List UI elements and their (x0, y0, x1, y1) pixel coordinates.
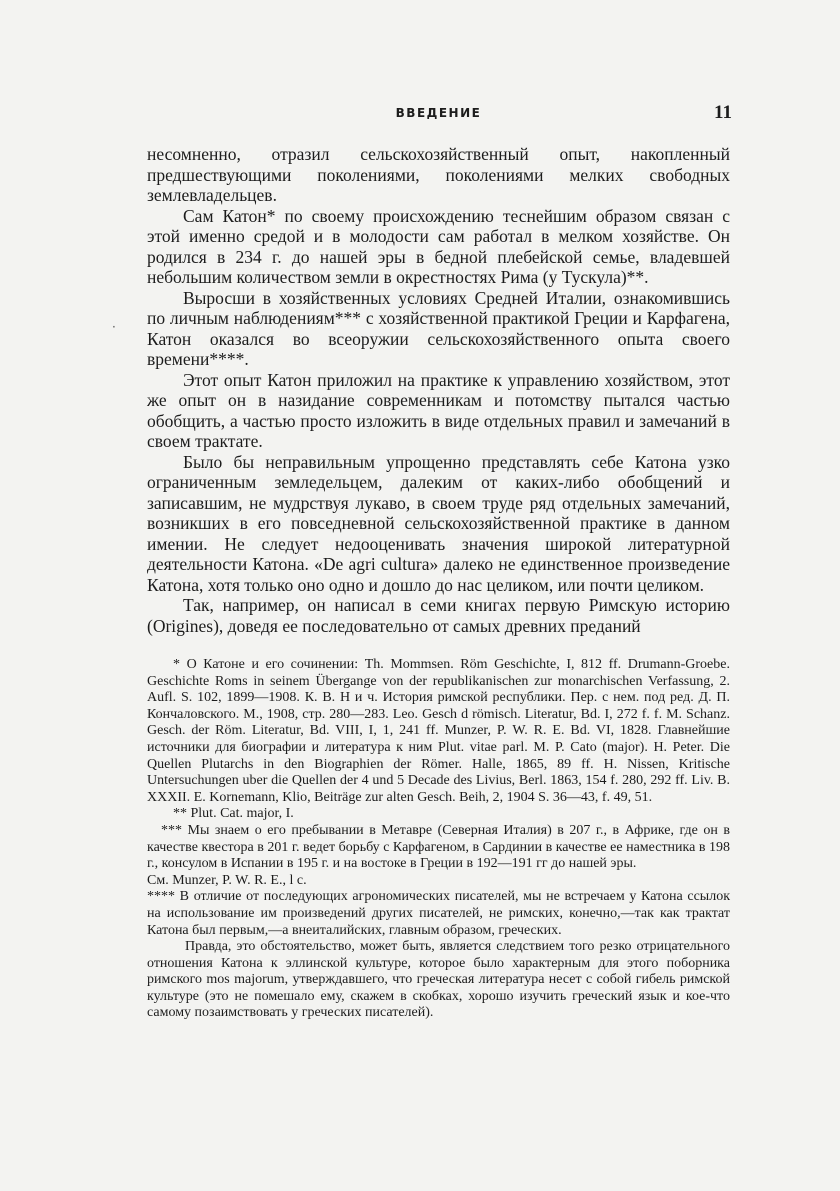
paragraph: Выросши в хозяйственных условиях Средней Италии, ознакомившись по личным наблюдениям*** с хозяйственной практикой Греции и Карфагена, Катон оказался во всеоружии сельскохозяйственного опыта своего времени****. (147, 287, 730, 369)
footnote: См. Munzer, P. W. R. E., l c. (147, 872, 307, 888)
paragraph: Сам Катон* по своему происхождению теснейшим образом связан с этой именно средой и в молодости сам работал в мелком хозяйстве. Он родился в 234 г. до нашей эры в бедной плебейской семье, владевшей небольшим количеством земли в окрестностях Рима (у Тускула)**. (147, 205, 730, 287)
paragraph: Было бы неправильным упрощенно представлять себе Катона узко ограниченным земледельцем, далеким от каких-либо обобщений и записавшим, не мудрствуя лукаво, в своем труде ряд отдельных замечаний, возникших в его повседневной сельскохозяйственной практике в данном имении. Не следует недооценивать значения широкой литературной деятельности Катона. «De agri cultura» далеко не единственное произведение Катона, хотя только оно одно и дошло до нас целиком, или почти целиком. (147, 451, 730, 595)
footnote: ** Plut. Cat. major, I. (173, 806, 294, 822)
footnotes (147, 657, 730, 1022)
footnote: * О Катоне и его сочинении: Th. Mommsen. Röm Geschichte, I, 812 ff. Drumann-Groebe. Geschichte Roms in seinem Übergange von der republikanischen zur monarchischen Verfassung, 2. Aufl. S. 102, 1899—1908. К. В. Н и ч. История римской республики. Пер. с нем. под ред. Д. П. Кончаловского. М., 1908, стр. 280—283. Leo. Gesch d römisch. Literatur, Bd. I, 272 f. f. M. Schanz. Gesch. der Röm. Literatur, Bd. VIII, I, 1, 241 ff. Munzer, P. W. R. E. Bd. VI, 1828. Главнейшие источники для биографии и литература к ним Plut. vitae parl. M. P. Cato (major). H. Peter. Die Quellen Plutarchs in den Biographien der Römer. Halle, 1865, 89 ff. H. Nissen, Kritische Untersuchungen uber die Quellen der 4 und 5 Decade des Livius, Berl. 1863, 154 f. 280, 292 ff. Liv. B. XXXII. E. Kornemann, Klio, Beiträge zur alten Gesch. Beih, 2, 1904 S. 36—43, f. 49, 51. (147, 657, 730, 805)
margin-mark: · (112, 320, 116, 334)
chapter-title: ВВЕДЕНИЕ (395, 106, 482, 120)
paragraph: несомненно, отразил сельскохозяйственный опыт, накопленный предшествующими поколениями, поколениями мелких свободных землевладельцев. (147, 144, 730, 205)
page-number: 11 (714, 102, 732, 123)
main-text (147, 144, 730, 636)
running-header (147, 104, 730, 128)
paragraph: Этот опыт Катон приложил на практике к управлению хозяйством, этот же опыт он в назидание современникам и потомству пытался частью обобщить, а частью просто изложить в виде отдельных правил и замечаний в своем трактате. (147, 369, 730, 451)
footnote: Правда, это обстоятельство, может быть, является следствием того резко отрицательного отношения Катона к эллинской культуре, которое было характерным для этого поборника римского mos majorum, утверждавшего, что греческая литература несет с собой гибель римской культуре (это не помешало ему, скажем в скобках, хорошо изучить греческий язык и кое-что самому позаимствовать у греческих писателей). (147, 939, 730, 1021)
paragraph: Так, например, он написал в семи книгах первую Римскую историю (Origines), доведя ее последовательно от самых древних преданий (147, 595, 730, 636)
footnote: **** В отличие от последующих агрономических писателей, мы не встречаем у Катона ссылок на использование им произведений других писателей, не римских, конечно,—так как трактат Катона был первым,—а внеиталийских, главным образом, греческих. (147, 889, 730, 938)
footnote: *** Мы знаем о его пребывании в Метавре (Северная Италия) в 207 г., в Африке, где он в качестве квестора в 201 г. ведет борьбу с Карфагеном, в Сардинии в качестве ее наместника в 198 г., консулом в Испании в 195 г. и на востоке в Греции в 192—191 гг до нашей эры. (147, 822, 730, 872)
